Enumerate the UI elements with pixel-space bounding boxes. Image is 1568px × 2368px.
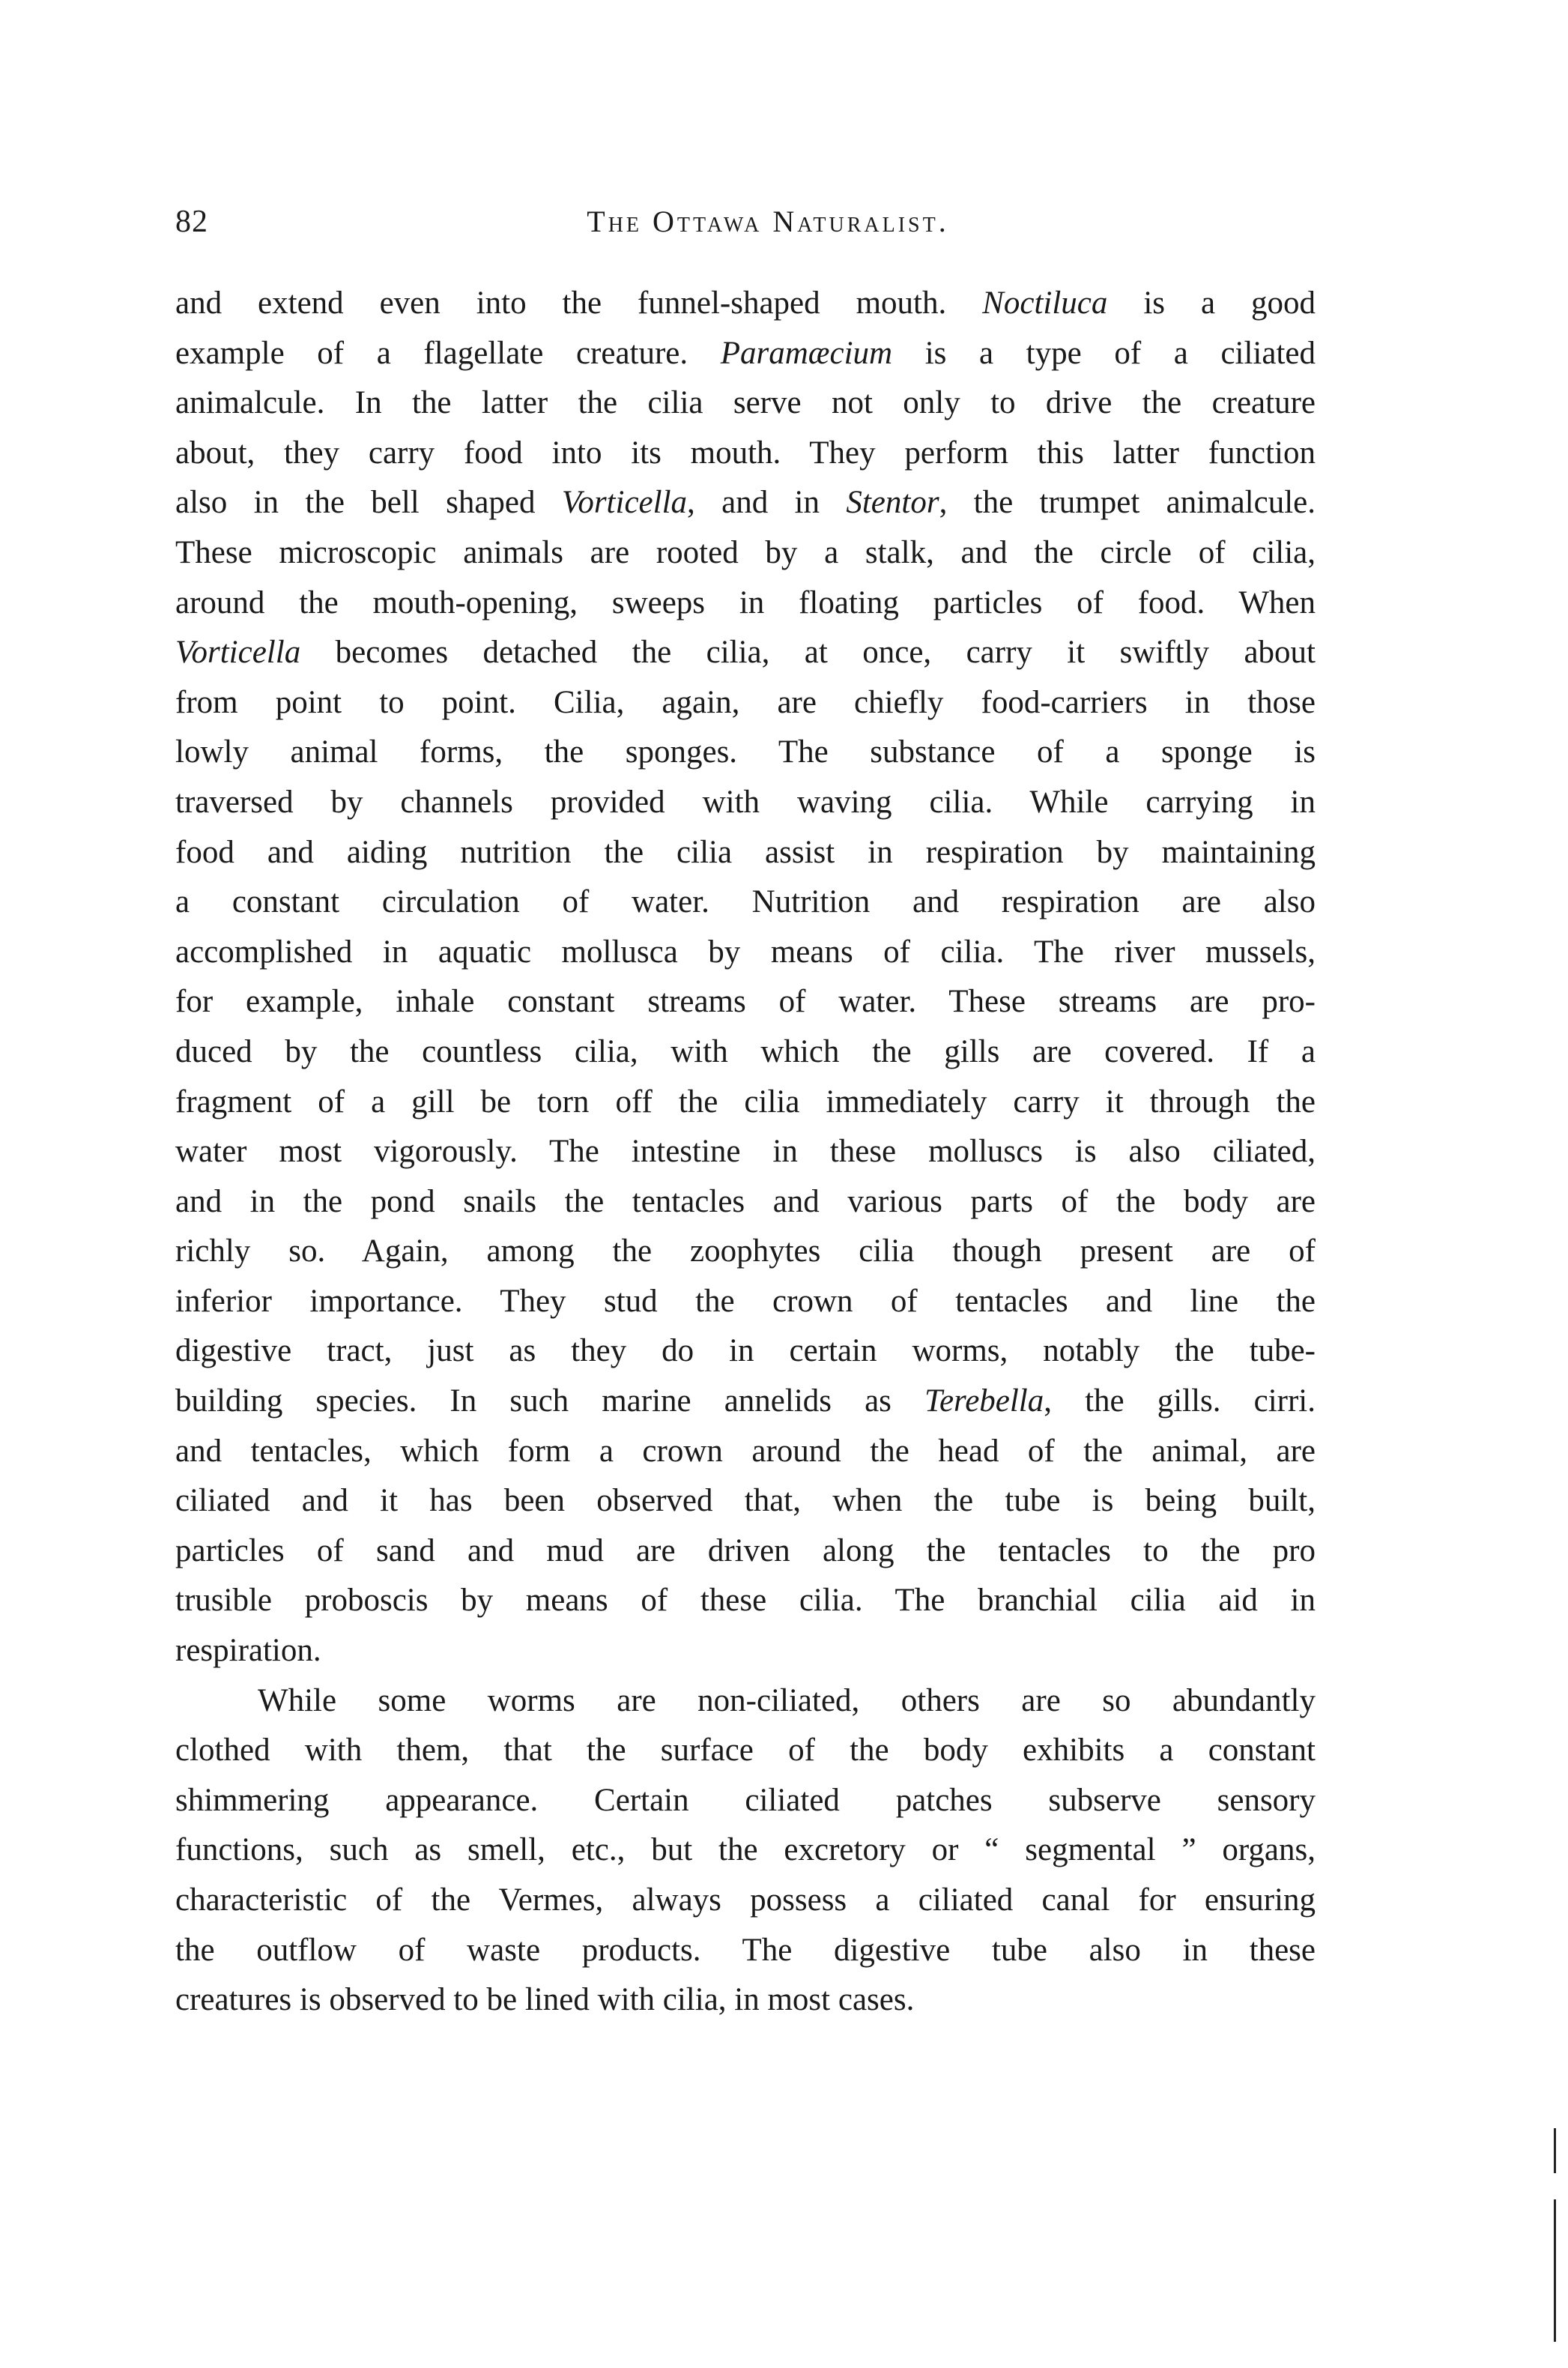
- text-line: characteristic of the Vermes, always possess a ciliated canal for ensuring: [175, 1882, 1316, 1918]
- text-line: fragment of a gill be torn off the cilia immediately carry it through the: [175, 1084, 1316, 1120]
- text-line: the outflow of waste products. The digestive tube also in these: [175, 1932, 1316, 1968]
- text-line: respiration.: [175, 1633, 321, 1669]
- text-line: particles of sand and mud are driven along the tentacles to the pro: [175, 1532, 1316, 1568]
- text-line: traversed by channels provided with waving cilia. While carrying in: [175, 784, 1316, 820]
- text-line: example of a flagellate creature. Paramæcium is a type of a ciliated: [175, 335, 1316, 371]
- text-line: richly so. Again, among the zoophytes cilia though present are of: [175, 1233, 1316, 1269]
- text-line: and extend even into the funnel-shaped mouth. Noctiluca is a good: [175, 286, 1316, 321]
- text-line: inferior importance. They stud the crown of tentacles and line the: [175, 1283, 1316, 1319]
- text-line: water most vigorously. The intestine in these molluscs is also ciliated,: [175, 1134, 1316, 1170]
- scan-edge-mark: [1554, 2128, 1556, 2173]
- text-line: While some worms are non-ciliated, others are so abundantly: [258, 1682, 1316, 1718]
- page-number: 82: [175, 205, 208, 239]
- text-line: accomplished in aquatic mollusca by means of cilia. The river mussels,: [175, 934, 1316, 970]
- paragraph-1: [175, 279, 1316, 1676]
- text-line: and tentacles, which form a crown around the head of the animal, are: [175, 1433, 1316, 1469]
- text-line: duced by the countless cilia, with which the gills are covered. If a: [175, 1033, 1316, 1069]
- text-line: These microscopic animals are rooted by a stalk, and the circle of cilia,: [175, 534, 1316, 570]
- text-line: trusible proboscis by means of these cilia. The branchial cilia aid in: [175, 1583, 1316, 1619]
- paragraph-2: [175, 1676, 1316, 2026]
- text-line: around the mouth-opening, sweeps in floating particles of food. When: [175, 585, 1316, 620]
- text-line: for example, inhale constant streams of water. These streams are pro-: [175, 984, 1316, 1020]
- text-line: digestive tract, just as they do in certain worms, notably the tube-: [175, 1333, 1316, 1369]
- scan-edge-mark: [1554, 2199, 1556, 2342]
- text-line: clothed with them, that the surface of the body exhibits a constant: [175, 1733, 1316, 1769]
- text-line: creatures is observed to be lined with cilia, in most cases.: [175, 1982, 915, 2018]
- body-text: [175, 279, 1316, 2026]
- text-line: a constant circulation of water. Nutrition and respiration are also: [175, 884, 1316, 920]
- text-line: about, they carry food into its mouth. They perform this latter function: [175, 435, 1316, 471]
- text-line: also in the bell shaped Vorticella, and in Stentor, the trumpet animalcule.: [175, 485, 1316, 521]
- text-line: from point to point. Cilia, again, are chiefly food-carriers in those: [175, 684, 1316, 720]
- text-line: food and aiding nutrition the cilia assist in respiration by maintaining: [175, 834, 1316, 870]
- text-line: lowly animal forms, the sponges. The substance of a sponge is: [175, 734, 1316, 770]
- text-line: Vorticella becomes detached the cilia, at once, carry it swiftly about: [175, 635, 1316, 671]
- text-line: animalcule. In the latter the cilia serve not only to drive the creature: [175, 385, 1316, 421]
- text-line: building species. In such marine annelids as Terebella, the gills. cirri.: [175, 1383, 1316, 1419]
- text-line: functions, such as smell, etc., but the excretory or “ segmental ” organs,: [175, 1832, 1316, 1868]
- journal-title: The Ottawa Naturalist.: [587, 205, 949, 238]
- text-line: shimmering appearance. Certain ciliated patches subserve sensory: [175, 1782, 1316, 1818]
- running-head: [175, 204, 1316, 249]
- text-line: and in the pond snails the tentacles and various parts of the body are: [175, 1183, 1316, 1219]
- text-line: ciliated and it has been observed that, when the tube is being built,: [175, 1483, 1316, 1519]
